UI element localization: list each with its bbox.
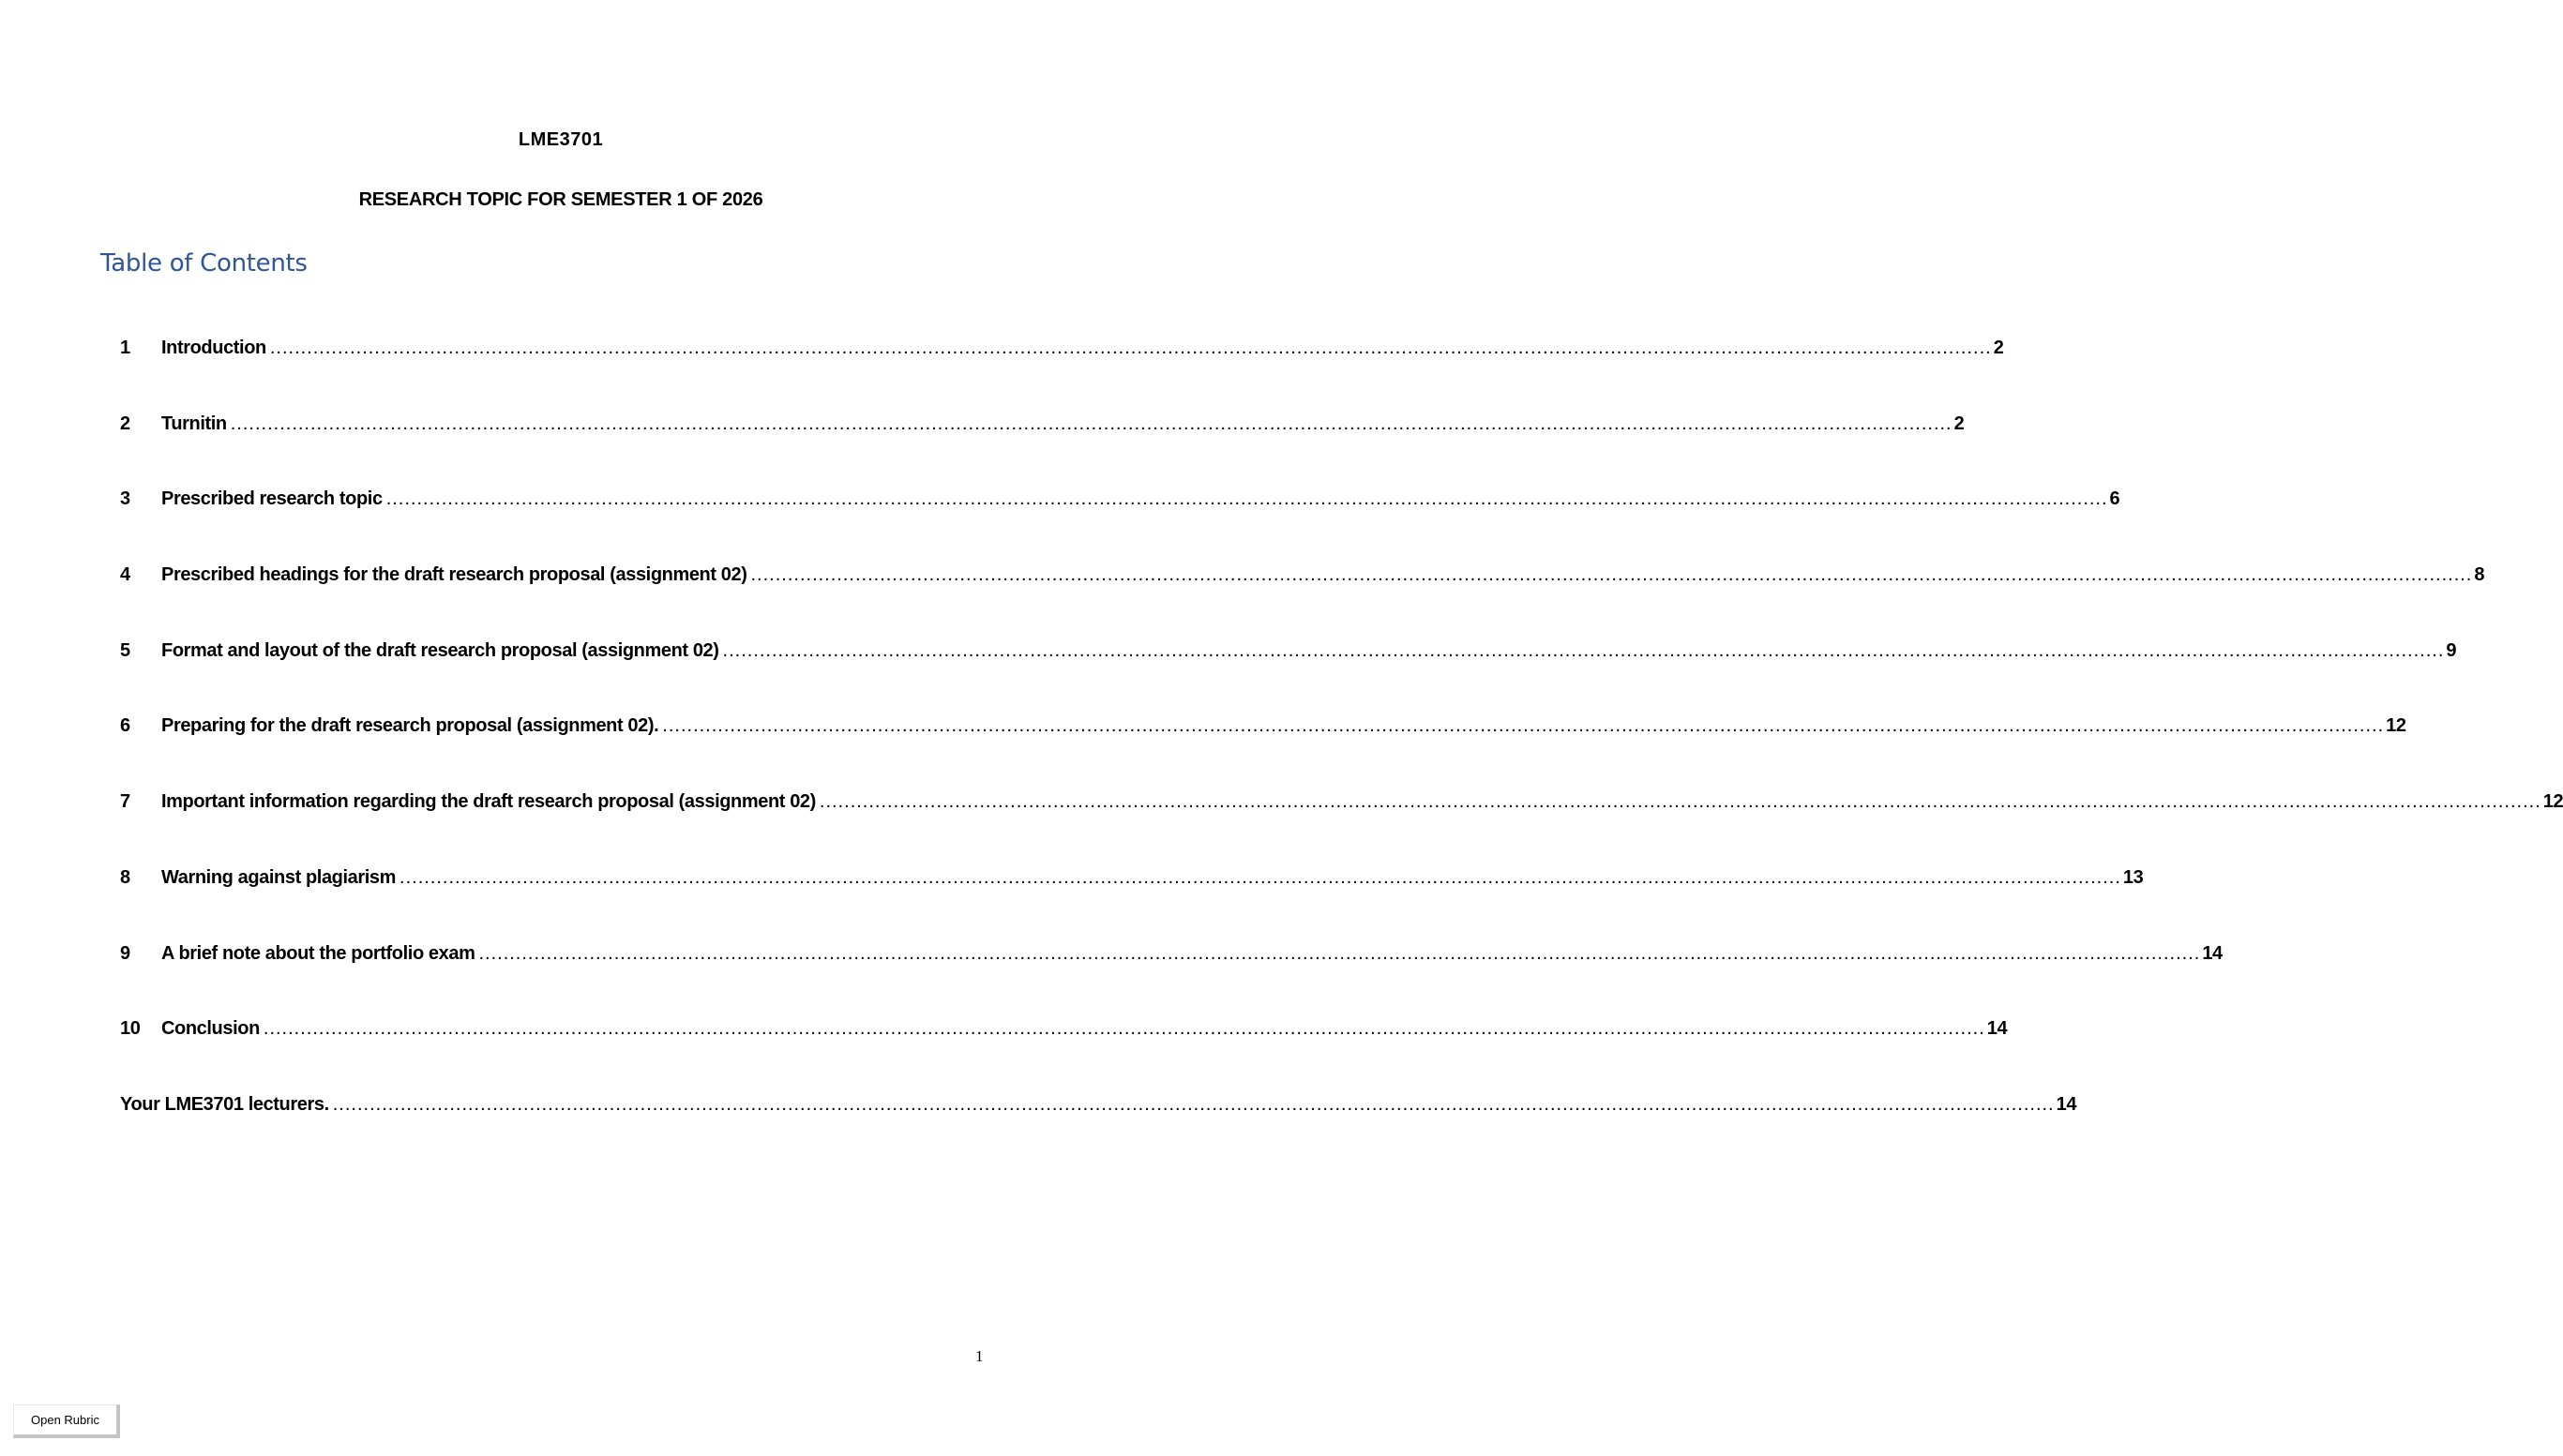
toc-leader-dots: [264, 1018, 1985, 1040]
toc-entry-page: 2: [1953, 413, 1965, 434]
toc-leader-dots: [386, 488, 2108, 510]
toc-entry-number: 9: [120, 942, 130, 964]
toc-leader-dots: [270, 338, 1992, 359]
document-title: RESEARCH TOPIC FOR SEMESTER 1 OF 2026: [358, 189, 763, 210]
open-rubric-button[interactable]: Open Rubric: [13, 1404, 120, 1438]
toc-entry-number: 1: [120, 338, 130, 358]
toc-entry-title: Introduction: [161, 338, 266, 358]
toc-entry-number: 2: [120, 413, 130, 434]
toc-entry-portfolio-exam[interactable]: [120, 942, 2223, 1019]
toc-entry-number: 3: [120, 488, 130, 510]
toc-entry-prescribed-headings[interactable]: [120, 564, 2485, 640]
toc-leader-dots: [231, 413, 1952, 435]
toc-entry-number: 8: [120, 866, 130, 888]
toc-entry-page: 14: [1986, 1018, 2008, 1040]
toc-entry-format-and-layout[interactable]: [120, 639, 2457, 716]
toc-entry-preparing[interactable]: [120, 715, 2406, 791]
table-of-contents: [120, 338, 2563, 1170]
toc-entry-title: Preparing for the draft research proposal (assignment 02).: [161, 715, 659, 737]
toc-entry-page: 14: [2056, 1093, 2077, 1115]
toc-leader-dots: [723, 640, 2445, 662]
toc-entry-prescribed-research-topic[interactable]: [120, 488, 2120, 564]
toc-entry-introduction[interactable]: [120, 338, 2004, 413]
toc-entry-number: 4: [120, 564, 130, 586]
toc-entry-title: Conclusion: [161, 1018, 260, 1040]
toc-entry-number: 7: [120, 791, 130, 813]
toc-entry-lecturers[interactable]: [120, 1093, 2077, 1170]
toc-entry-title: Warning against plagiarism: [161, 866, 397, 888]
toc-entry-title: Important information regarding the draft research proposal (assignment 02): [161, 791, 816, 813]
page-number: 1: [975, 1347, 984, 1365]
toc-entry-turnitin[interactable]: [120, 413, 1965, 489]
toc-entry-number: 10: [120, 1018, 141, 1040]
toc-leader-dots: [751, 564, 2473, 586]
toc-leader-dots: [333, 1094, 2055, 1116]
toc-entry-title: Your LME3701 lecturers.: [120, 1093, 329, 1115]
toc-entry-title: A brief note about the portfolio exam: [161, 942, 475, 964]
toc-entry-page: 13: [2122, 866, 2144, 888]
toc-entry-page: 9: [2446, 639, 2457, 661]
toc-entry-page: 12: [2386, 715, 2406, 737]
toc-entry-page: 8: [2474, 564, 2485, 586]
toc-entry-warning-plagiarism[interactable]: [120, 866, 2144, 943]
toc-entry-title: Turnitin: [161, 413, 227, 434]
toc-leader-dots: [478, 943, 2200, 965]
toc-entry-title: Format and layout of the draft research proposal (assignment 02): [161, 639, 719, 661]
course-code: LME3701: [518, 129, 604, 150]
toc-entry-title: Prescribed headings for the draft research proposal (assignment 02): [161, 564, 747, 586]
toc-entry-title: Prescribed research topic: [161, 488, 383, 510]
toc-entry-page: 14: [2202, 942, 2223, 964]
toc-entry-page: 6: [2109, 488, 2120, 510]
toc-entry-page: 2: [1993, 338, 2004, 358]
toc-entry-number: 5: [120, 639, 130, 661]
toc-heading: Table of Contents: [100, 249, 308, 278]
toc-leader-dots: [400, 867, 2121, 889]
toc-entry-page: 12: [2542, 791, 2563, 813]
toc-entry-important-information[interactable]: [120, 791, 2563, 867]
toc-leader-dots: [662, 715, 2384, 737]
toc-entry-conclusion[interactable]: [120, 1018, 2008, 1094]
toc-entry-number: 6: [120, 715, 130, 737]
toc-leader-dots: [820, 791, 2541, 813]
